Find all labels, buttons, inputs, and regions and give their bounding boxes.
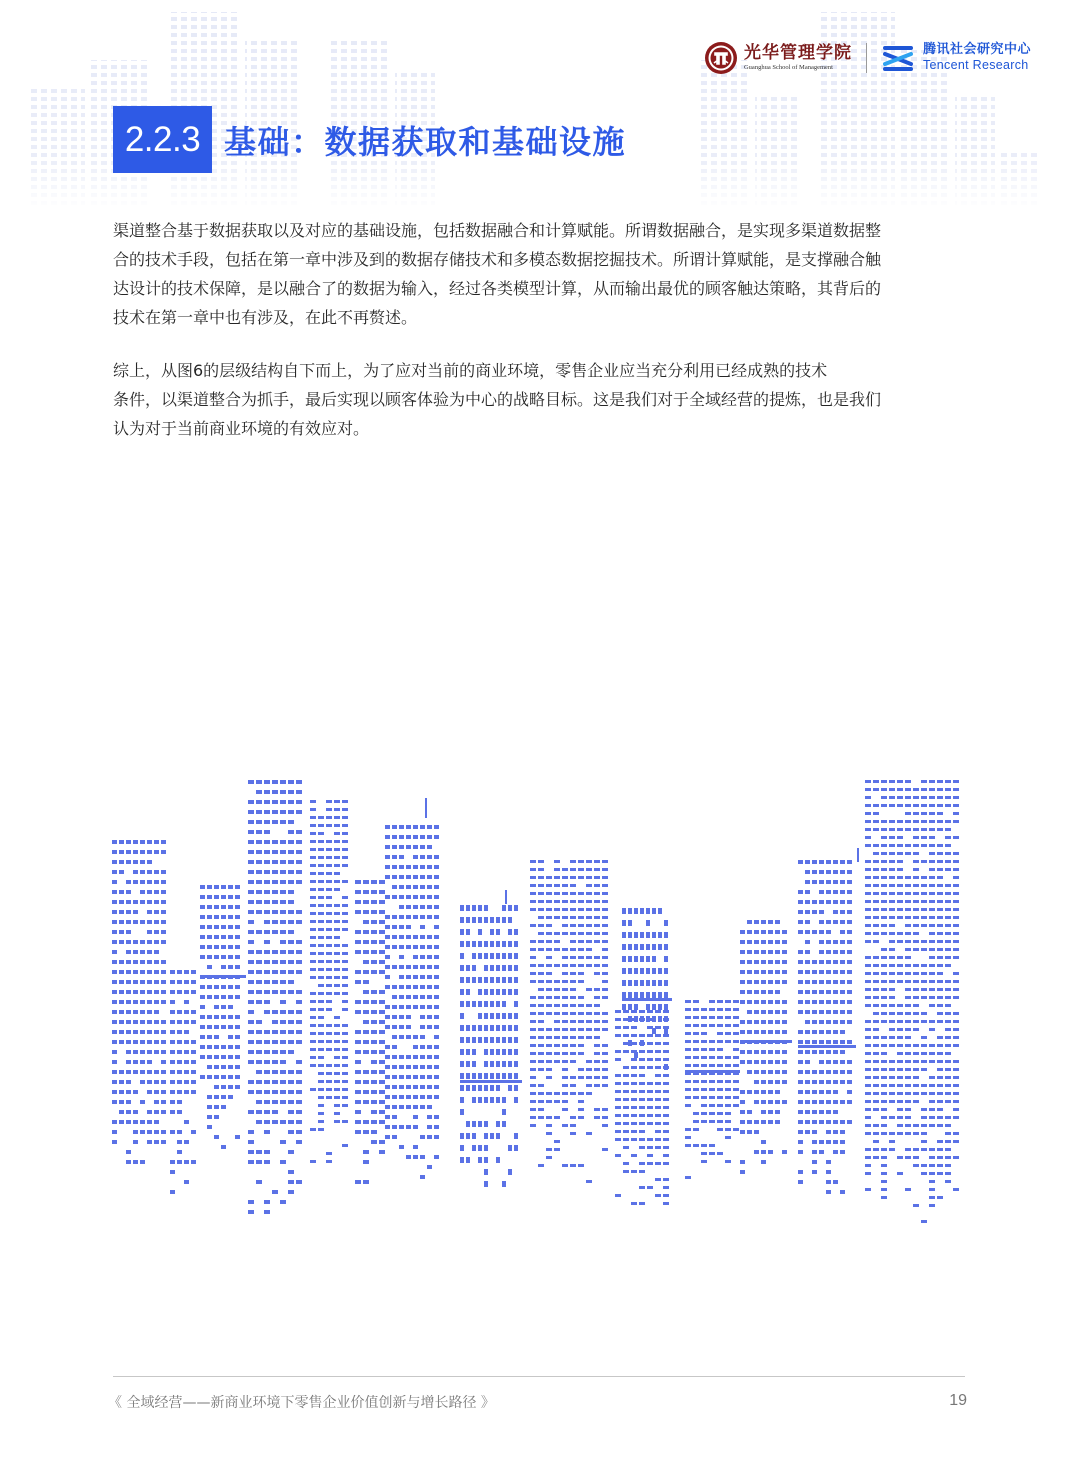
section-title: 基础：数据获取和基础设施 (224, 122, 627, 161)
background-skyline (0, 0, 1077, 210)
header-logos (704, 36, 1031, 80)
tencent-research-icon (881, 44, 915, 72)
section-heading (113, 106, 626, 173)
guanghua-emblem-icon (704, 41, 738, 75)
paragraph-1 (113, 216, 965, 332)
paragraph-line: 条件，以渠道整合为抓手，最后实现以顾客体验为中心的战略目标。这是我们对于全域经营的提炼，也是我们 (113, 390, 882, 409)
paragraph-2 (113, 356, 965, 443)
city-skyline-illustration (100, 770, 980, 1270)
section-number: 2.2.3 (113, 106, 212, 173)
paragraph-line: 合的技术手段，包括在第一章中涉及到的数据存储技术和多模态数据挖掘技术。所谓计算赋能，是支撑融合触 (113, 250, 882, 269)
paragraph-line: 渠道整合基于数据获取以及对应的基础设施，包括数据融合和计算赋能。所谓数据融合，是实现多渠道数据整 (113, 221, 882, 240)
tencent-research-logo (881, 43, 1031, 72)
guanghua-logo (704, 41, 852, 75)
paragraph-line: 达设计的技术保障，是以融合了的数据为输入，经过各类模型计算，从而输出最优的顾客触达策略，其背后的 (113, 279, 882, 298)
footer-report-title: 《 全域经营——新商业环境下零售企业价值创新与增长路径 》 (108, 1395, 495, 1411)
paragraph-line: 认为对于当前商业环境的有效应对。 (113, 419, 370, 438)
tencent-name-cn: 腾讯社会研究中心 (922, 42, 1031, 58)
paragraph-line: 技术在第一章中也有涉及，在此不再赘述。 (113, 308, 418, 327)
building-windows (112, 780, 959, 1223)
guanghua-name-cn: 光华管理学院 (743, 42, 852, 63)
tencent-name-en: Tencent Research (922, 58, 1029, 73)
page-number: 19 (949, 1392, 967, 1409)
guanghua-name-en: Guanghua School of Management (743, 63, 833, 71)
paragraph-line: 综上，从图6的层级结构自下而上，为了应对当前的商业环境，零售企业应当充分利用已经成熟的技术 (113, 361, 828, 380)
footer-divider (113, 1376, 965, 1377)
logo-divider (866, 43, 867, 73)
